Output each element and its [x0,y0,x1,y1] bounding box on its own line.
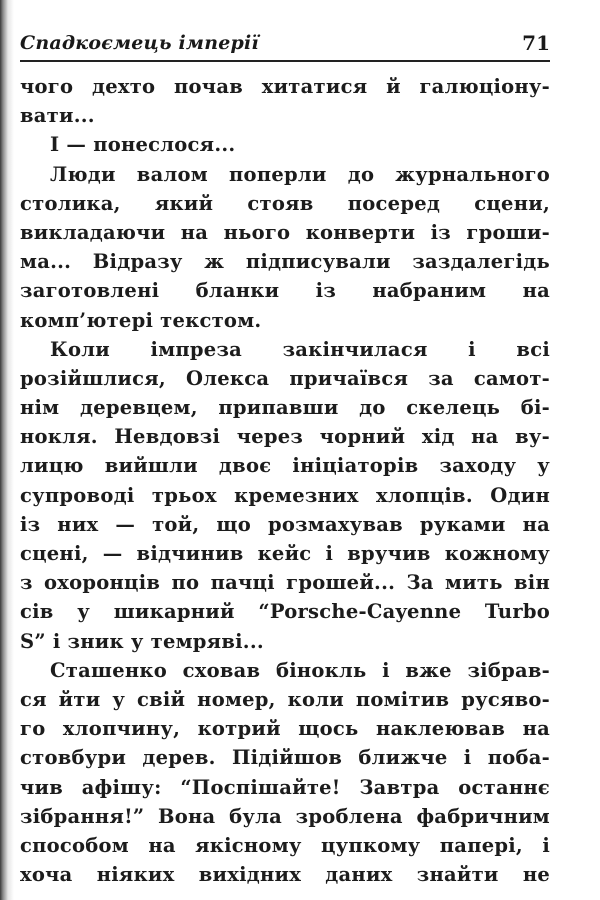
text-line: нокля. Невдовзі через чорний хід на ву- [20,425,550,449]
header-rule [20,60,550,62]
text-line: чив афішу: “Поспішайте! Завтра останнє [20,775,550,799]
text-line: вати... [20,104,95,128]
page-number: 71 [522,31,550,55]
text-line: з охоронців по пачці грошей... За мить він [20,571,550,595]
text-line: способом на якісному цупкому папері, і [20,833,550,857]
text-line: із них — той, що розмахував руками на [20,512,550,536]
text-line: лицю вийшли двоє ініціаторів заходу у [20,454,550,478]
running-title: Спадкоємець імперії [20,32,259,54]
text-line: викладаючи на нього конверти із гроши- [20,220,550,244]
text-line: сів у шикарний “Porsche-Cayenne Turbo [20,600,550,624]
text-line: Сташенко сховав бінокль і вже зібрав- [50,658,550,682]
text-line: столика, який стояв посеред сцени, [20,191,550,215]
text-line: заготовлені бланки із набраним на [20,279,550,303]
text-line: І — понеслося... [50,133,236,157]
text-line: нім деревцем, припавши до скелець бі- [20,396,550,420]
text-line: ся йти у свій номер, коли помітив русяво- [20,687,550,711]
text-line: зібрання!” Вона була зроблена фабричним [20,804,550,828]
text-line: чого дехто почав хитатися й галюціону- [20,75,550,98]
text-line: ма... Відразу ж підписували заздалегідь [20,250,550,274]
text-line: супроводі трьох кремезних хлопців. Один [20,483,550,507]
text-line: розійшлися, Олекса причаївся за самот- [20,366,550,390]
text-line: Коли імпреза закінчилася і всі [50,337,550,361]
text-line: Люди валом поперли до журнального [50,162,550,186]
text-line: хоча ніяких вихідних даних знайти не [20,863,550,887]
page-binding-edge [0,0,14,900]
text-line: S” і зник у темряві... [20,629,264,653]
body-text [20,72,550,889]
text-line: стовбури дерев. Підійшов ближче і поба- [20,746,550,770]
page-header [20,30,550,60]
text-line: го хлопчину, котрий щось наклеював на [20,717,550,741]
text-line: сцені, — відчинив кейс і вручив кожному [20,542,550,565]
text-line: комп’ютері текстом. [20,308,262,332]
